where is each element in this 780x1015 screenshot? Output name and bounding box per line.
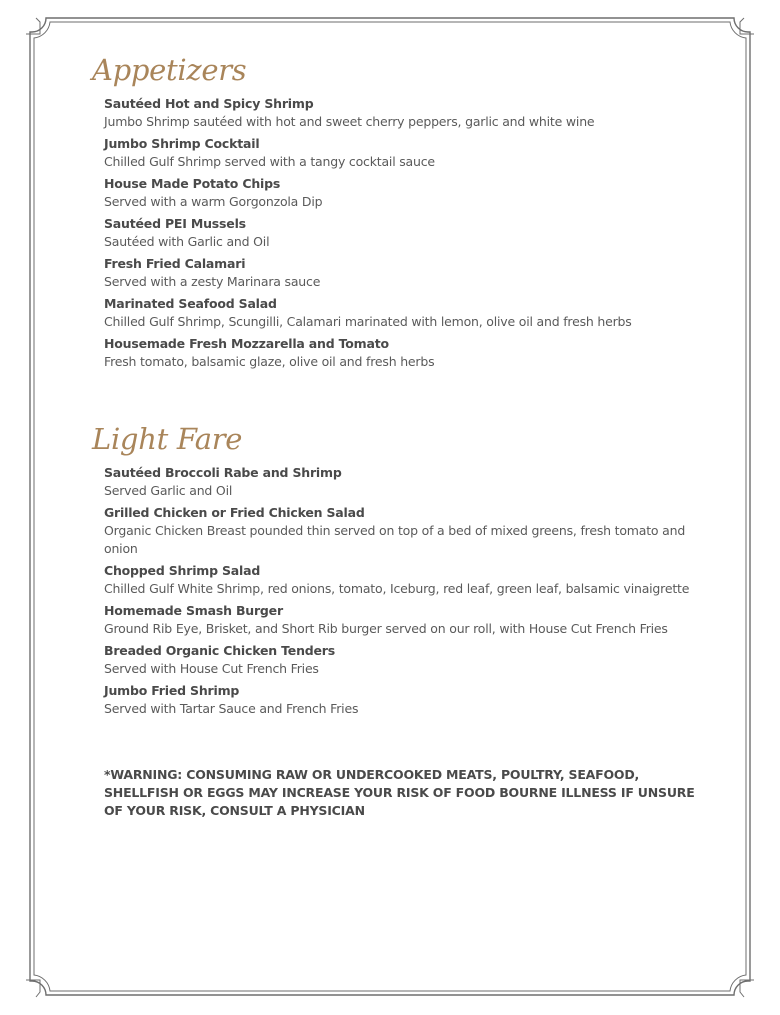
menu-item-name: Homemade Smash Burger (104, 603, 283, 618)
menu-item (104, 464, 704, 500)
menu-item (104, 215, 704, 251)
menu-item (104, 135, 704, 171)
menu-item-description: Jumbo Shrimp sautéed with hot and sweet cherry peppers, garlic and white wine (104, 114, 595, 129)
menu-item-name: Grilled Chicken or Fried Chicken Salad (104, 505, 365, 520)
menu-item-description: Chilled Gulf Shrimp, Scungilli, Calamari marinated with lemon, olive oil and fresh herbs (104, 314, 632, 329)
section-title-light-fare: Light Fare (92, 422, 243, 456)
menu-item-description: Served with a warm Gorgonzola Dip (104, 194, 323, 209)
menu-item (104, 562, 704, 598)
menu-item-description: Served with a zesty Marinara sauce (104, 274, 321, 289)
light-fare-list (104, 464, 704, 722)
menu-item-name: Jumbo Shrimp Cocktail (104, 136, 260, 151)
menu-item-description: Chilled Gulf Shrimp served with a tangy cocktail sauce (104, 154, 435, 169)
menu-item-description: Served Garlic and Oil (104, 483, 233, 498)
menu-item-description: Sautéed with Garlic and Oil (104, 234, 270, 249)
section-title-appetizers: Appetizers (92, 53, 247, 87)
menu-item (104, 95, 704, 131)
menu-item (104, 642, 704, 678)
menu-item-description: Organic Chicken Breast pounded thin served on top of a bed of mixed greens, fresh tomato and onion (104, 523, 686, 556)
menu-item (104, 255, 704, 291)
menu-item-name: Sautéed Hot and Spicy Shrimp (104, 96, 314, 111)
food-safety-warning: *WARNING: CONSUMING RAW OR UNDERCOOKED MEATS, POULTRY, SEAFOOD, SHELLFISH OR EGGS MAY INCREASE YOUR RISK OF FOOD BOURNE ILLNESS IF UNSURE OF YOUR RISK, CONSULT A PHYSICIAN (104, 767, 695, 818)
menu-item-name: Housemade Fresh Mozzarella and Tomato (104, 336, 389, 351)
menu-item (104, 602, 704, 638)
menu-item (104, 295, 704, 331)
menu-item-description: Served with House Cut French Fries (104, 661, 319, 676)
menu-item-name: House Made Potato Chips (104, 176, 281, 191)
menu-item (104, 175, 704, 211)
menu-item-name: Marinated Seafood Salad (104, 296, 277, 311)
menu-item-name: Jumbo Fried Shrimp (104, 683, 240, 698)
menu-item-description: Fresh tomato, balsamic glaze, olive oil and fresh herbs (104, 354, 435, 369)
menu-item-name: Sautéed PEI Mussels (104, 216, 246, 231)
menu-item-name: Chopped Shrimp Salad (104, 563, 261, 578)
menu-item-name: Fresh Fried Calamari (104, 256, 246, 271)
menu-item (104, 335, 704, 371)
menu-item (104, 504, 704, 558)
menu-item-description: Ground Rib Eye, Brisket, and Short Rib burger served on our roll, with House Cut French Fries (104, 621, 668, 636)
menu-item-name: Sautéed Broccoli Rabe and Shrimp (104, 465, 342, 480)
menu-item-description: Served with Tartar Sauce and French Fries (104, 701, 359, 716)
menu-item-name: Breaded Organic Chicken Tenders (104, 643, 335, 658)
menu-item-description: Chilled Gulf White Shrimp, red onions, tomato, Iceburg, red leaf, green leaf, balsamic vinaigrette (104, 581, 690, 596)
appetizers-list (104, 95, 704, 375)
menu-item (104, 682, 704, 718)
